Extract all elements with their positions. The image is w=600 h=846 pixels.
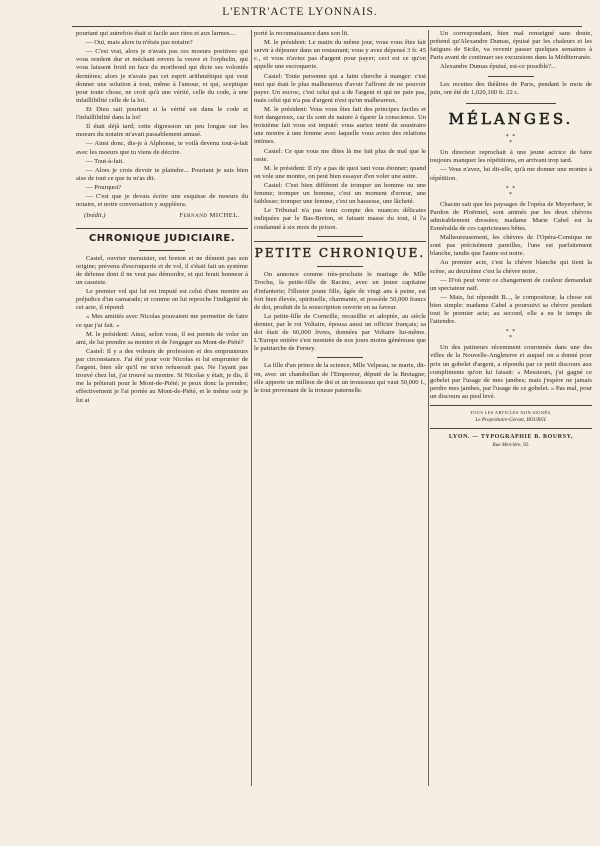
title-rule [139,250,185,251]
paragraph: — C'est vrai, alors je n'avais pas ces moeurs positives qui vous rendent dur et méchant envers la veuve et l'orphelin, qui vous laissent froid en face du moribond qui dicte ses volontés dernières; alors je n'avais pas cet esprit arithmétique qui veut donner une solution à tout, même à l'amour, et qui, sceptique pour toute chose, ne croit qu'à une vérité, celle du code, à une infaillibilité celle de la loi. [76,48,248,104]
paragraph: Un des patineurs récemment couronnés dans une des villes de la Nouvelle-Angleterre et auquel on a donné pour prix un gobelet d'argent, a répondu par ce petit discours aux compliments qu'on lui faisait: « Messieurs, j'ai gagné ce gobelet par l'usage de mes jambes; mais j'espère ne jamais perdre mes jambes, par l'usage de ce gobelet. » Pas mal, pour un discours au pied levé. [430,344,592,400]
paragraph: Castel, ouvrier menuisier, est breton et ne dément pas son origine; prévenu d'escroquerie et de vol, il s'était fait un système de défense dont il ne veut pas démordre, et qui ferait honneur à un casuiste. [76,254,248,287]
author-signature: Fernand MICHEL. [179,212,240,220]
inedit-note: (Inédit.) [84,212,106,220]
imprint-typography: LYON. — TYPOGRAPHIE B. BOURSY, [448,434,574,441]
paragraph: Alexandre Dumas épuisé, est-ce possible?... [440,63,557,71]
paragraph: Il était déjà tard; cette digression un peu longue sur les moeurs du notaire m'avait passablement amusé. [76,123,248,139]
title-rule [317,266,363,267]
paragraph: porté la reconnaissance dans son lit. [254,30,349,37]
imprint-address: Rue Mercière, 92. [492,442,530,449]
paragraph: Castel: Ce que vous me dites là me fait plus de mal que le reste. [254,147,426,163]
paragraph: Le Tribunal n'a pas tenu compte des nuances délicates indiquées par le Bas-Breton, et faisant masse du tout, il l'a condamné à six mois de prison. [254,207,426,231]
paragraph: M. le président: Vous vous êtes fait des principes faciles et fort dangereux, car ils sont de nature à égarer la conscience. Un troisième fait vous est imputé: vous auriez tenté de soustraire une montre à une femme avec laquelle vous aviez des relations intimes. [254,105,426,146]
paragraph: Le premier vol qui lui est imputé est celui d'une montre au préjudice d'un camarade; et comme on lui reproche l'indignité de cet acte, il répond: [76,288,248,312]
paragraph: Castel: Il y a des voleurs de profession et des emprunteurs par circonstance. J'ai été pour voir Nicolas et lui emprunter de l'argent, bien sûr qu'il ne m'en refuserait pas. Ne l'ayant pas trouvé chez lui, j'ai trouvé sa montre. Si Nicolas y était, je dis, il me la prêterait pour le Mont-de-Piété; je peux donc la prendre; effectivement je l'ai portée au Mont-de-Piété, et le même soir je lui ai [76,347,248,404]
imprint-note: TOUS LES ARTICLES NON SIGNÉS, [470,410,552,416]
stars-ornament: * * * [505,185,517,198]
paragraph: M. le président: Ainsi, selon vous, il est permis de voler un ami, de lui prendre sa montre et de l'engager au Mont-de-Piété? [76,330,248,346]
paragraph: Castel: Toute personne qui a faim cherche à manger: c'est moi qui était le plus malheureux d'avoir l'affront de ne pouvoir payer. Un escroc, c'est celui qui a de l'argent et qui ne paie pas, mais celui qui n'a pas d'argent n'est qu'un malheureux. [254,72,426,104]
paragraph: — Ainsi donc, dis-je à Alphonse, te voilà devenu tout-à-fait avec les moeurs que tu viens de décrire. [76,140,248,156]
paragraph: — Tout-à-fait. [86,157,124,165]
paragraph: Chacun sait que les paysages de l'opéra de Meyerbeer, le Pardon de Ploërmel, sont animés par les deux chèvres admirablement dressées; madame Marie Cabel est la Esméralda de ces capricieuses bêtes. [430,200,592,232]
page-header: L'ENTR'ACTE LYONNAIS. [222,6,378,18]
paragraph: — D'où peut venir ce changement de couleur demandait un spectateur naïf. [430,276,592,292]
paragraph: Malheureusement, les chèvres de l'Opéra-Comique ne sont pas précisément pareilles, l'une est parfaitement blanche, tandis que l'autre est noire. [430,234,592,258]
petite-chronique-title: PETITE CHRONIQUE. [254,245,426,260]
column-1 [76,30,248,830]
paragraph: — Pourquoi? [86,183,122,191]
section-rule [430,405,592,406]
column-2 [254,30,426,830]
paragraph: Les recettes des théâtres de Paris, pendant le mois de juin, ont été de 1,020,160 fr. 22 c. [430,80,592,96]
paragraph: Et Dieu sait pourtant si la vérité est dans le code et l'infaillibilité dans la loi! [76,105,248,122]
paragraph: — C'est que je devais écrire une esquisse de moeurs du notaire, et notre conversation y suppléera. [76,193,248,209]
column-divider [251,30,252,786]
header-rule [72,26,582,27]
column-3 [430,30,592,830]
separator-rule [488,76,534,77]
ornament-rule [317,236,363,237]
imprint-gerant: Le Propriétaire-Gérant, BOURSY. [475,416,547,423]
paragraph: — Mais, lui répondit B..., le compositeur, la chose est bien simple: madame Cabel a poursuivi sa chèvre pendant tout le premier acte; au second, elle a eu le temps de l'attendre. [430,293,592,326]
paragraph: La fille d'un prince de la science, Mlle Velpeau, se marie, dit-on, avec un chambellan de l'Empereur, député de la Bretagne; elle apporte un million de dot et un trousseau qui vaut 50,000 f., le tout provenant de la trousse paternelle. [254,362,426,394]
stars-ornament: * * * [505,134,517,147]
paragraph: Un correspondant, bien mal renseigné sans doute, prétend qu'Alexandre Dumas, épuisé par les chaleurs et les fatigues de Sicile, va revenir passer quelques semaines à Paris avant de continuer ses excursions dans la Méditerranée. [430,30,592,62]
section-rule [254,241,426,242]
paragraph: La petite-fille de Corneille, recueillie et adoptée, au siècle dernier, par le roi Voltaire, épousa aussi un officier français; sa dot était de 60,000 livres, données par Voltaire lui-même. L'Europe entière s'est montrée de nos jours moins généreuse que le patriarche de Ferney. [254,312,426,353]
paragraph: On annonce comme très-prochain le mariage de Mlle Trochu, la petite-fille de Racine, avec un jeune capitaine d'infanterie; l'illustre jeune fille, âgée de vingt ans à peine, est fort bien élevée, spirituelle, charmante, et possède 50,000 francs de dot, produit de la souscription ouverte en sa faveur. [254,271,426,311]
chronique-judiciaire-title: CHRONIQUE JUDICIAIRE. [88,233,236,245]
paragraph: Castel: C'est bien différent de tromper un homme ou une femme; tromper un homme, c'est un moment d'erreur, une faiblesse; tromper une femme, c'est un bassesse, une lâcheté. [254,181,426,206]
column-divider [428,30,429,786]
paragraph: pourtant qui autrefois était si facile aux rires et aux larmes.... [76,30,237,37]
imprint-rule [430,428,592,429]
stars-ornament: * * * [505,329,517,342]
paragraph: M. le président: Il n'y a pas de quoi tant vous étonner; quand on vole une montre, on peut bien essayer d'en voler une autre. [254,164,426,180]
melanges-title: MÉLANGES. [448,109,574,128]
paragraph: M. le président: Le matin du même jour, vous vous êtes fait servir à déjeuner dans un restaurant; vous y avez dépensé 3 fr. 45 c., et vous n'aviez pas d'argent pour payer; ceci est ce qu'on appelle une escroquerie. [254,39,426,71]
paragraph: — Vous n'avez, lui dit-elle, qu'à me donner une montre à répétition. [430,166,592,182]
separator-rule [466,103,556,104]
imprint-block [430,410,592,450]
paragraph: Au premier acte, c'est la chèvre blanche qui tient la scène, au deuxième c'est la chèvre noire. [430,259,592,275]
signature-line [76,210,248,224]
paragraph: Un directeur reprochait à une jeune actrice de faire toujours manquer les répétitions, en arrivant trop tard. [430,149,592,165]
section-rule [76,228,248,229]
paragraph: « Mes amitiés avec Nicolas pouvaient me permettre de faire ce que j'ai fait. » [76,313,248,329]
separator-rule [317,357,363,358]
paragraph: — Alors je crois devoir te plaindre... Pourtant je suis bien aise de tout ce que tu m'as dit. [76,166,248,182]
paragraph: — Oui, mais alors tu n'étais pas notaire? [86,39,193,47]
